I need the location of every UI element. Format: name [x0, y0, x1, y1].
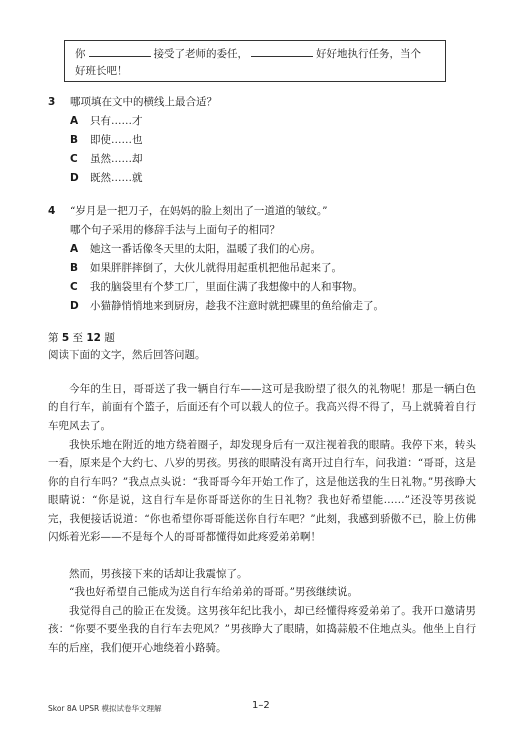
box-text-4: 好班长吧！ [75, 65, 128, 77]
option-c[interactable]: C 我的脑袋里有个梦工厂，里面住满了我想像中的人和事物。 [70, 281, 363, 293]
question-subtext: 哪个句子采用的修辞手法与上面句子的相同？ [70, 224, 280, 236]
blank-2 [251, 46, 313, 57]
question-3 [48, 93, 478, 193]
blank-1 [89, 46, 151, 57]
option-d[interactable]: D 既然……就 [70, 172, 143, 184]
question-text: 哪项填在文中的横线上最合适？ [70, 96, 217, 108]
option-b[interactable]: B 如果胖胖摔倒了，大伙儿就得用起重机把他吊起来了。 [70, 262, 342, 274]
fill-in-sentence-box [64, 40, 446, 82]
box-text-3: 好好地执行任务，当个 [316, 48, 421, 60]
section-heading: 第 5 至 12 题 [48, 332, 115, 344]
box-text-2: 接受了老师的委任， [153, 48, 248, 60]
section-instruction: 阅读下面的文字，然后回答问题。 [48, 349, 206, 361]
option-c[interactable]: C 虽然……却 [70, 153, 143, 165]
passage-paragraph-3: 然而，男孩接下来的话却让我震惊了。 [69, 568, 248, 580]
option-a[interactable]: A 只有……才 [70, 115, 143, 127]
page-number: 1–2 [252, 700, 270, 711]
passage-paragraph-5: 我觉得自己的脸正在发烫。这男孩年纪比我小，却已经懂得疼爱弟弟了。我开口邀请男孩：“你要不要坐我的自行车去兜风？”男孩睁大了眼睛，如捣蒜般不住地点头。他坐上自行车的后座，我们便开心地绕着小路骑。 [48, 605, 476, 654]
footer-book-title: Skor 8A UPSR 模拟试卷华文理解 [48, 704, 162, 713]
question-number: 3 [48, 96, 56, 108]
option-b[interactable]: B 即使……也 [70, 134, 143, 146]
question-number: 4 [48, 205, 56, 217]
passage-paragraph-2: 我快乐地在附近的地方绕着圈子，却发现身后有一双注视着我的眼睛。我停下来，转头一看，原来是个大约七、八岁的男孩。男孩的眼睛没有离开过自行车，问我道：“哥哥，这是你的自行车吗？”我点点头说：“我哥哥今年开始工作了，这是他送我的生日礼物。”男孩睁大眼睛说：“你是说，这自行车是你哥哥送你的生日礼物？我也好希望能……”还没等男孩说完，我便接话说道：“你也希望你哥哥能送你自行车吧？”此刻，我感到骄傲不已，脸上仿佛闪烁着光彩——不是每个人的哥哥都懂得如此疼爱弟弟啊！ [48, 439, 476, 544]
question-text: “岁月是一把刀子，在妈妈的脸上刻出了一道道的皱纹。” [70, 205, 328, 217]
box-text-1: 你 [75, 48, 86, 60]
passage-paragraph-1: 今年的生日，哥哥送了我一辆自行车——这可是我盼望了很久的礼物呢！那是一辆白色的自行车，前面有个篮子，后面还有个可以载人的位子。我高兴得不得了，马上就骑着自行车兜风去了。 [48, 383, 476, 432]
passage-paragraph-4: “我也好希望自己能成为送自行车给弟弟的哥哥。”男孩继续说。 [69, 586, 358, 598]
question-4 [48, 202, 478, 322]
option-d[interactable]: D 小猫静悄悄地来到厨房，趁我不注意时就把碟里的鱼给偷走了。 [70, 300, 384, 312]
option-a[interactable]: A 她这一番话像冬天里的太阳，温暖了我们的心房。 [70, 243, 321, 255]
